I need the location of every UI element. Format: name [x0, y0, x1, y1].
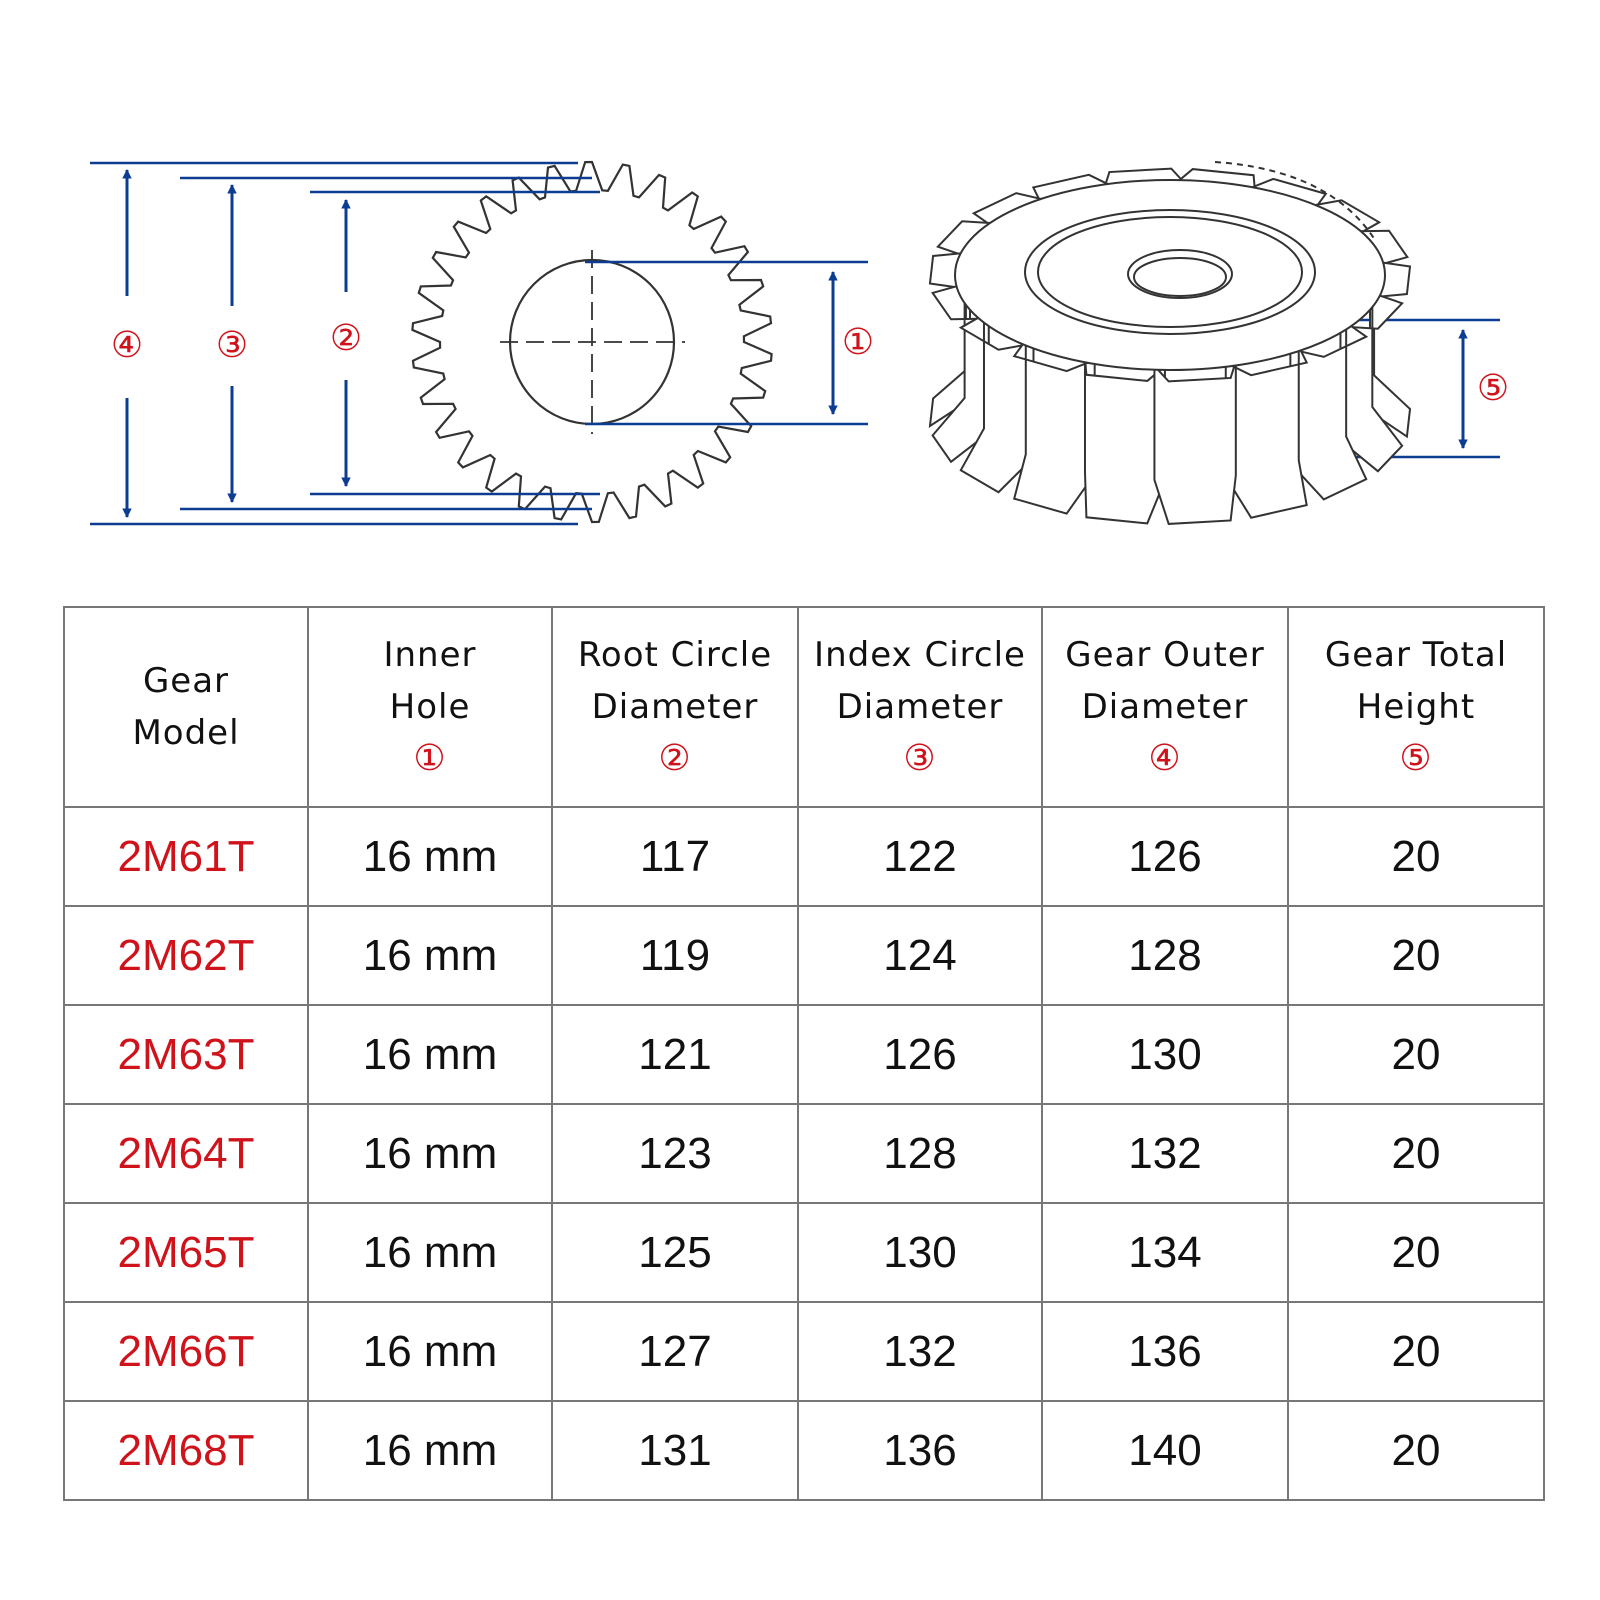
table-row — [64, 1302, 1544, 1401]
gear-3d-top-face — [955, 180, 1385, 370]
header-gear-outer-diameter: Gear Outer Diameter ④ — [1042, 607, 1288, 807]
cell-outer: 132 — [1042, 1104, 1288, 1203]
gear-3d-view — [930, 162, 1410, 524]
table-row — [64, 1104, 1544, 1203]
callout-1: ① — [841, 322, 875, 363]
cell-outer: 130 — [1042, 1005, 1288, 1104]
gear-3d-tooth — [1085, 358, 1165, 523]
header-gear-model: Gear Model — [64, 607, 308, 807]
cell-inner-hole: 16 mm — [308, 1203, 552, 1302]
cell-index: 128 — [798, 1104, 1042, 1203]
cell-inner-hole: 16 mm — [308, 807, 552, 906]
cell-height: 20 — [1288, 1302, 1544, 1401]
cell-outer: 140 — [1042, 1401, 1288, 1500]
cell-outer: 126 — [1042, 807, 1288, 906]
cell-root: 125 — [552, 1203, 798, 1302]
cell-height: 20 — [1288, 906, 1544, 1005]
table-header-row — [64, 607, 1544, 807]
cell-index: 124 — [798, 906, 1042, 1005]
table-row — [64, 807, 1544, 906]
header-gear-total-height: Gear Total Height ⑤ — [1288, 607, 1544, 807]
callout-5: ⑤ — [1476, 368, 1510, 409]
gear-dimension-diagram — [0, 0, 1600, 590]
table-row — [64, 906, 1544, 1005]
cell-inner-hole: 16 mm — [308, 1005, 552, 1104]
cell-outer: 134 — [1042, 1203, 1288, 1302]
cell-inner-hole: 16 mm — [308, 1401, 552, 1500]
cell-model: 2M68T — [64, 1401, 308, 1500]
cell-model: 2M65T — [64, 1203, 308, 1302]
cell-model: 2M63T — [64, 1005, 308, 1104]
cell-index: 122 — [798, 807, 1042, 906]
cell-root: 119 — [552, 906, 798, 1005]
cell-inner-hole: 16 mm — [308, 1104, 552, 1203]
dimension-lines-left — [90, 163, 868, 524]
cell-height: 20 — [1288, 1104, 1544, 1203]
cell-height: 20 — [1288, 807, 1544, 906]
gear-3d-tooth — [1154, 361, 1235, 523]
cell-model: 2M66T — [64, 1302, 308, 1401]
cell-inner-hole: 16 mm — [308, 1302, 552, 1401]
cell-outer: 136 — [1042, 1302, 1288, 1401]
callout-4: ④ — [110, 325, 144, 366]
gear-front-view — [412, 162, 771, 522]
callout-3: ③ — [215, 325, 249, 366]
cell-inner-hole: 16 mm — [308, 906, 552, 1005]
callout-2: ② — [329, 318, 363, 359]
cell-root: 117 — [552, 807, 798, 906]
header-root-circle-diameter: Root Circle Diameter ② — [552, 607, 798, 807]
cell-index: 126 — [798, 1005, 1042, 1104]
cell-model: 2M64T — [64, 1104, 308, 1203]
cell-root: 121 — [552, 1005, 798, 1104]
cell-index: 130 — [798, 1203, 1042, 1302]
gear-3d-tooth — [1226, 346, 1307, 517]
cell-index: 136 — [798, 1401, 1042, 1500]
gear-3d-tooth — [1014, 340, 1094, 513]
cell-height: 20 — [1288, 1203, 1544, 1302]
cell-outer: 128 — [1042, 906, 1288, 1005]
cell-height: 20 — [1288, 1005, 1544, 1104]
header-inner-hole: Inner Hole ① — [308, 607, 552, 807]
cell-root: 131 — [552, 1401, 798, 1500]
cell-index: 132 — [798, 1302, 1042, 1401]
gear-spec-table — [63, 606, 1545, 1501]
table-row — [64, 1401, 1544, 1500]
cell-height: 20 — [1288, 1401, 1544, 1500]
table-row — [64, 1203, 1544, 1302]
header-index-circle-diameter: Index Circle Diameter ③ — [798, 607, 1042, 807]
cell-model: 2M61T — [64, 807, 308, 906]
cell-root: 127 — [552, 1302, 798, 1401]
cell-model: 2M62T — [64, 906, 308, 1005]
cell-root: 123 — [552, 1104, 798, 1203]
table-row — [64, 1005, 1544, 1104]
